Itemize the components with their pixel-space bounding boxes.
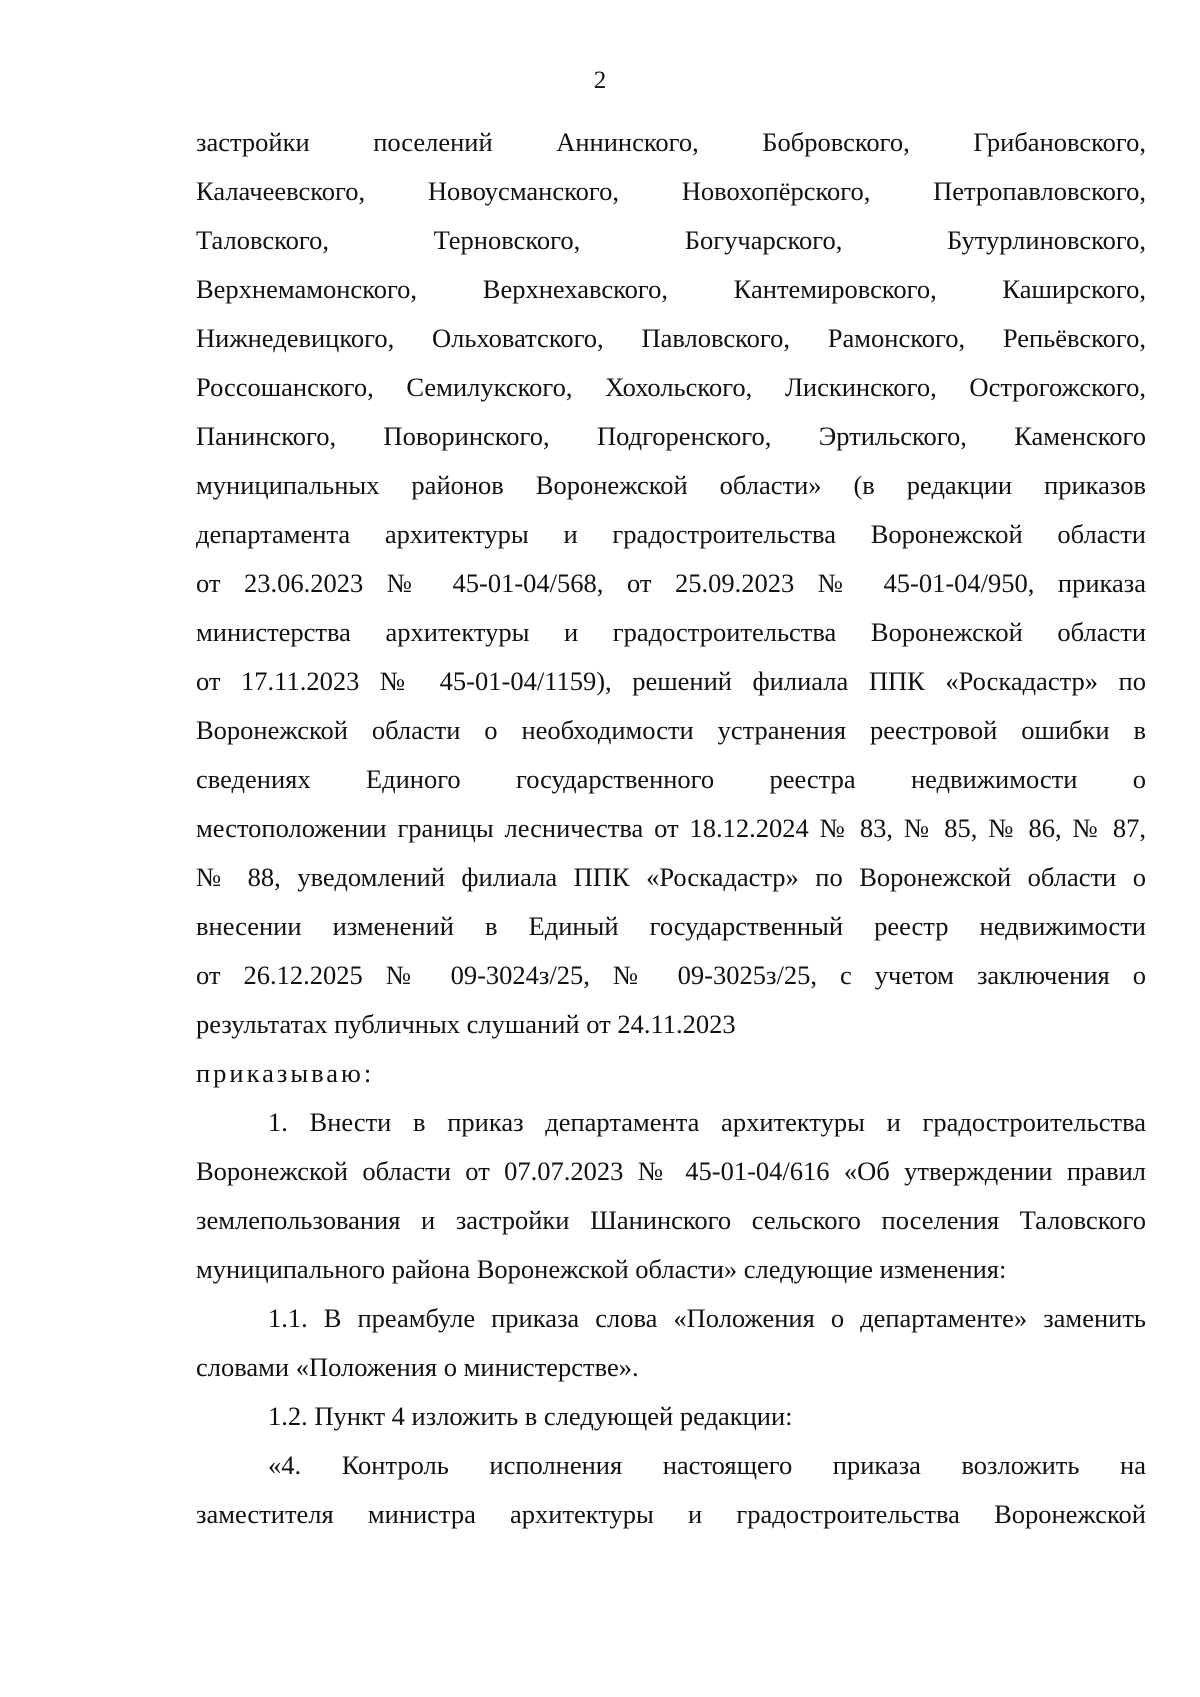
text-line: министерства архитектуры и градостроительства Воронежской области: [196, 617, 1146, 647]
text-line: муниципального района Воронежской области» следующие изменения:: [196, 1254, 1007, 1284]
text-line: № 88, уведомлений филиала ППК «Роскадастр» по Воронежской области о: [196, 862, 1146, 892]
text-line: Россошанского, Семилукского, Хохольского, Лискинского, Острогожского,: [196, 372, 1146, 402]
text-line: Верхнемамонского, Верхнехавского, Кантемировского, Каширского,: [196, 274, 1146, 304]
text-line: Калачеевского, Новоусманского, Новохопёрского, Петропавловского,: [196, 176, 1146, 206]
text-line: застройки поселений Аннинского, Бобровского, Грибановского,: [196, 127, 1146, 157]
text-line: департамента архитектуры и градостроительства Воронежской области: [196, 519, 1146, 549]
text-line: Нижнедевицкого, Ольховатского, Павловского, Рамонского, Репьёвского,: [196, 323, 1146, 353]
text-line: Панинского, Поворинского, Подгоренского, Эртильского, Каменского: [196, 421, 1146, 451]
document-body: [196, 118, 1146, 1539]
item-1-2-text: 1.2. Пункт 4 изложить в следующей редакции:: [268, 1401, 793, 1431]
text-line: результатах публичных слушаний от 24.11.2023: [196, 1009, 736, 1039]
quoted-item-4-text: «4. Контроль исполнения настоящего приказа возложить на: [268, 1450, 1146, 1480]
text-line: заместителя министра архитектуры и градостроительства Воронежской: [196, 1499, 1146, 1529]
text-line: словами «Положения о министерстве».: [196, 1352, 639, 1382]
text-line: Таловского, Терновского, Богучарского, Бутурлиновского,: [196, 225, 1146, 255]
text-line: землепользования и застройки Шанинского сельского поселения Таловского: [196, 1205, 1146, 1235]
text-line: внесении изменений в Единый государственный реестр недвижимости: [196, 911, 1146, 941]
text-line: Воронежской области от 07.07.2023 № 45-01-04/616 «Об утверждении правил: [196, 1156, 1146, 1186]
text-line: от 26.12.2025 № 09-3024з/25, № 09-3025з/25, с учетом заключения о: [196, 960, 1146, 990]
text-line: муниципальных районов Воронежской области» (в редакции приказов: [196, 470, 1146, 500]
item-1-text: 1. Внести в приказ департамента архитектуры и градостроительства: [268, 1107, 1146, 1137]
text-line: от 17.11.2023 № 45-01-04/1159), решений филиала ППК «Роскадастр» по: [196, 666, 1146, 696]
text-line: местоположении границы лесничества от 18.12.2024 № 83, № 85, № 86, № 87,: [196, 813, 1146, 843]
order-keyword: приказываю:: [196, 1058, 375, 1088]
item-1-1-text: 1.1. В преамбуле приказа слова «Положения о департаменте» заменить: [268, 1303, 1146, 1333]
page-number: 2: [593, 67, 607, 94]
text-line: от 23.06.2023 № 45-01-04/568, от 25.09.2023 № 45-01-04/950, приказа: [196, 568, 1146, 598]
text-line: сведениях Единого государственного реестра недвижимости о: [196, 764, 1146, 794]
text-line: Воронежской области о необходимости устранения реестровой ошибки в: [196, 715, 1146, 745]
